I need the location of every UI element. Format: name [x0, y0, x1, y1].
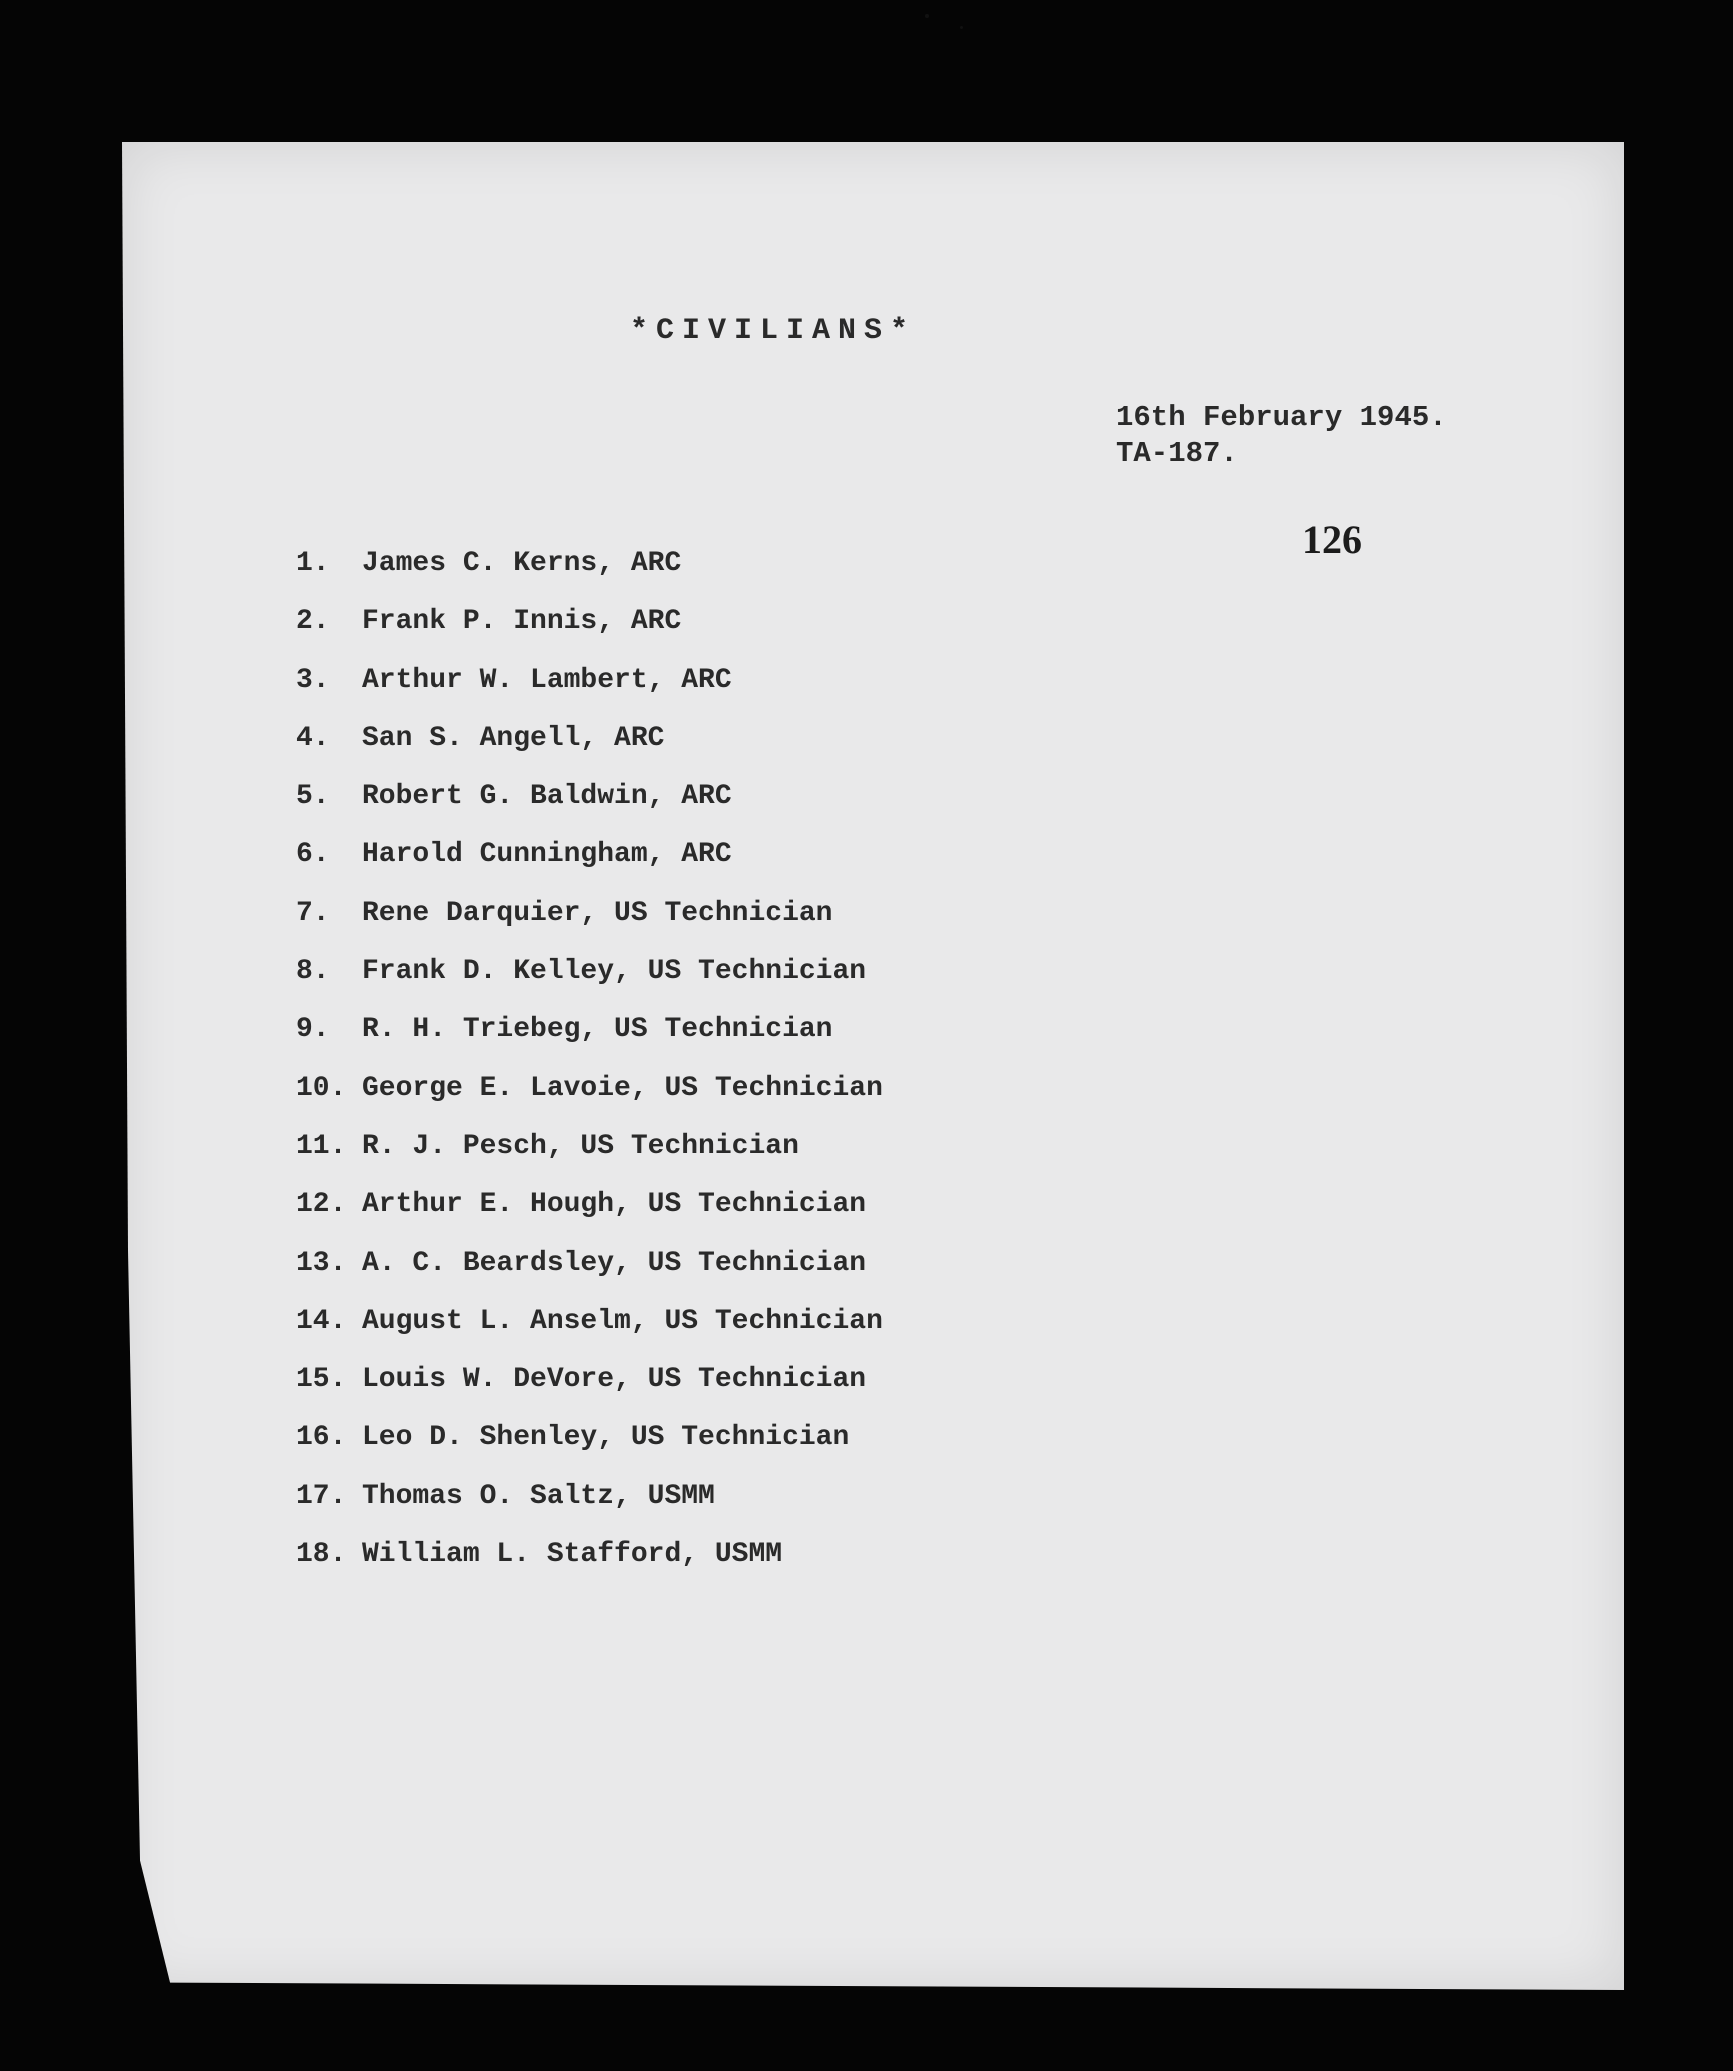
document-reference: TA-187. [1116, 437, 1238, 470]
page-number: 126 [1302, 517, 1362, 562]
item-number: 8. [296, 956, 330, 988]
item-text: R. J. Pesch, US Technician [362, 1130, 799, 1162]
list-item [296, 1073, 883, 1131]
item-text: Louis W. DeVore, US Technician [362, 1364, 867, 1396]
item-number: 2. [296, 606, 330, 638]
item-text: George E. Lavoie, US Technician [362, 1072, 883, 1104]
item-number: 17. [296, 1480, 347, 1512]
item-number: 7. [296, 897, 330, 929]
item-number: 18. [296, 1539, 347, 1571]
item-text: Thomas O. Saltz, USMM [362, 1480, 715, 1512]
document-title: *CIVILIANS* [630, 314, 917, 348]
item-text: Leo D. Shenley, US Technician [362, 1422, 850, 1454]
item-number: 16. [296, 1422, 347, 1454]
list-item [296, 1014, 883, 1072]
item-text: R. H. Triebeg, US Technician [362, 1014, 833, 1046]
item-text: Arthur E. Hough, US Technician [362, 1189, 867, 1221]
list-item [296, 1364, 883, 1422]
list-item [296, 1481, 883, 1539]
item-text: San S. Angell, ARC [362, 722, 665, 754]
list-item [296, 1131, 883, 1189]
document-header [1116, 400, 1447, 472]
list-item [296, 898, 883, 956]
item-number: 15. [296, 1364, 347, 1396]
item-number: 6. [296, 839, 330, 871]
list-item [296, 548, 883, 606]
item-text: James C. Kerns, ARC [362, 548, 682, 579]
item-number: 12. [296, 1189, 347, 1221]
item-text: Harold Cunningham, ARC [362, 839, 732, 871]
list-item [296, 956, 883, 1014]
item-text: Frank P. Innis, ARC [362, 606, 682, 638]
list-item [296, 839, 883, 897]
item-number: 11. [296, 1130, 347, 1162]
item-number: 13. [296, 1247, 347, 1279]
item-number: 4. [296, 722, 330, 754]
document-date: 16th February 1945. [1116, 401, 1447, 434]
item-number: 9. [296, 1014, 330, 1046]
item-text: August L. Anselm, US Technician [362, 1305, 883, 1337]
item-text: A. C. Beardsley, US Technician [362, 1247, 867, 1279]
item-number: 5. [296, 781, 330, 813]
item-text: Frank D. Kelley, US Technician [362, 956, 867, 988]
item-number: 1. [296, 548, 330, 579]
list-item [296, 606, 883, 664]
item-number: 10. [296, 1072, 347, 1104]
item-text: William L. Stafford, USMM [362, 1539, 783, 1571]
list-item [296, 1539, 883, 1597]
item-text: Robert G. Baldwin, ARC [362, 781, 732, 813]
list-item [296, 1248, 883, 1306]
list-item [296, 1306, 883, 1364]
list-item [296, 665, 883, 723]
list-item [296, 1422, 883, 1480]
civilian-list [296, 548, 883, 1597]
item-number: 3. [296, 664, 330, 696]
item-text: Rene Darquier, US Technician [362, 897, 833, 929]
item-number: 14. [296, 1305, 347, 1337]
list-item [296, 1189, 883, 1247]
list-item [296, 781, 883, 839]
item-text: Arthur W. Lambert, ARC [362, 664, 732, 696]
list-item [296, 723, 883, 781]
